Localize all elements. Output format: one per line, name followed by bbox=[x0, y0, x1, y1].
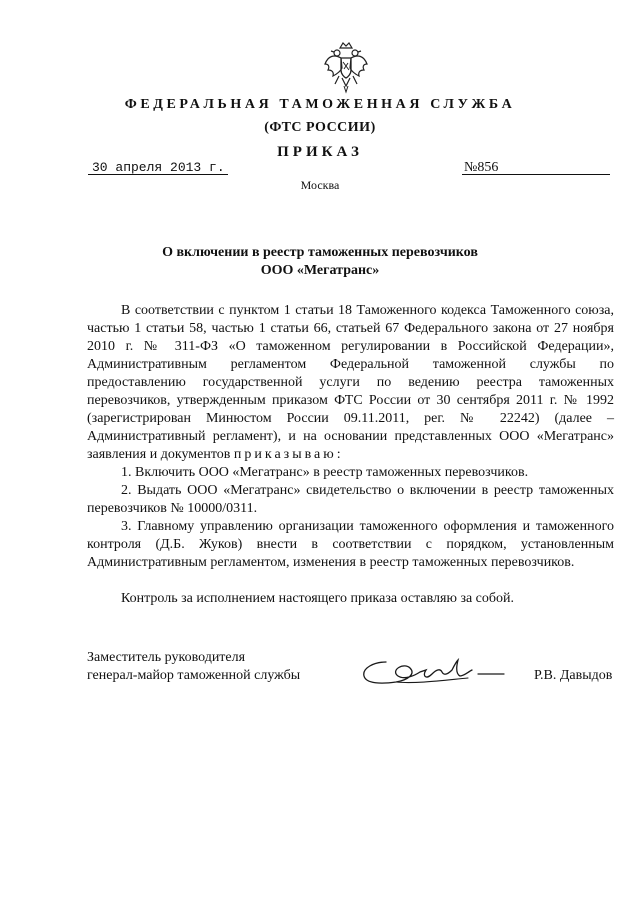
paragraph-gap bbox=[87, 572, 614, 590]
double-headed-eagle-emblem-icon bbox=[322, 40, 370, 96]
order-item-3: 3. Главному управлению организации таможенного оформления и таможенного контроля (Д.Б. Жуков) внести в соответствии с порядком, установленным Административным регламентом, изменения в реестр таможенных перевозчиков. bbox=[87, 519, 614, 570]
order-body bbox=[87, 302, 614, 608]
signer-position-line-1: Заместитель руководителя bbox=[87, 650, 246, 665]
signer-position-line-2: генерал-майор таможенной службы bbox=[87, 668, 301, 683]
signer-name: Р.В. Давыдов bbox=[534, 668, 613, 683]
document-type: ПРИКАЗ bbox=[277, 144, 363, 160]
order-date: 30 апреля 2013 г. bbox=[92, 160, 225, 175]
order-item-1: 1. Включить ООО «Мегатранс» в реестр таможенных перевозчиков. bbox=[121, 465, 529, 480]
city: Москва bbox=[300, 178, 340, 192]
preamble-text: В соответствии с пунктом 1 статьи 18 Таможенного кодекса Таможенного союза, частью 1 статьи 58, частью 1 статьи 66, статьей 67 Федерального закона от 27 ноября 2010 г. № 311-ФЗ «О таможенном регулировании в Российской Федерации», Административным регламентом Федеральной таможенной службы по предоставлению государственной услуги по ведению реестра таможенных перевозчиков, утвержденным приказом ФТС России от 30 сентября 2011 г. № 1992 (зарегистрирован Минюстом России 09.11.2011, рег. № 22242) (далее – Административный регламент), и на основании представленных ООО «Мегатранс» заявления и документов bbox=[87, 303, 614, 462]
order-word: приказываю: bbox=[233, 447, 344, 462]
control-clause: Контроль за исполнением настоящего приказа оставляю за собой. bbox=[121, 591, 515, 606]
order-item-2: 2. Выдать ООО «Мегатранс» свидетельство о включении в реестр таможенных перевозчиков № 10000/0311. bbox=[87, 483, 614, 516]
order-number: №856 bbox=[464, 160, 499, 175]
document-title-line-2: ООО «Мегатранс» bbox=[260, 263, 380, 278]
document-title-line-1: О включении в реестр таможенных перевозчиков bbox=[162, 245, 478, 260]
handwritten-signature-icon bbox=[356, 650, 506, 694]
agency-abbreviation: (ФТС РОССИИ) bbox=[264, 120, 376, 135]
preamble-paragraph bbox=[87, 302, 614, 464]
agency-name: ФЕДЕРАЛЬНАЯ ТАМОЖЕННАЯ СЛУЖБА bbox=[124, 97, 516, 112]
